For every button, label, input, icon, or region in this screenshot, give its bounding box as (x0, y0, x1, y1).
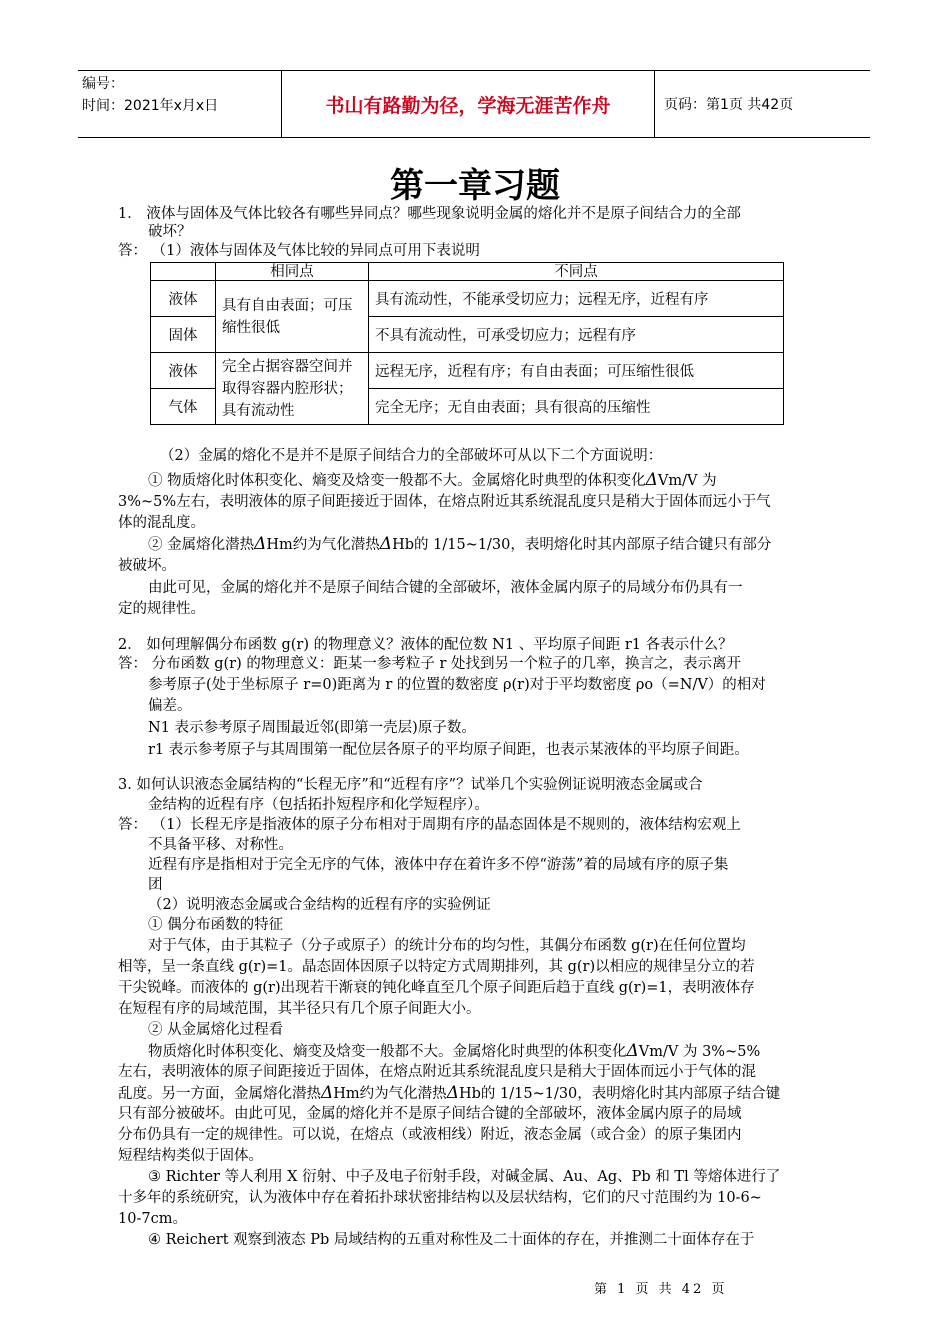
q1-question-line2: 破坏？ (148, 224, 192, 240)
page-footer: 第 1 页 共 42 页 (594, 1282, 728, 1297)
q1-point1-line1: ① 物质熔化时体积变化、熵变及焓变一般都不大。金属熔化时典型的体积变化ΔVm/V 为 (148, 470, 717, 490)
table-head-diff: 不同点 (369, 263, 784, 281)
page-title: 第一章习题 (390, 166, 560, 206)
q2-answer-line3: 偏差。 (148, 698, 192, 714)
q3-answer-line6: ① 偶分布函数的特征 (148, 917, 284, 933)
q3-answer-line5: （2）说明液态金属或合金结构的近程有序的实验例证 (148, 897, 491, 913)
q3-answer-line13: 左右，表明液体的原子间距接近于固体，在熔点附近其系统混乱度只是稍大于固体而远小于气体的混 (118, 1064, 756, 1080)
q1-answer-intro: 答： （1）液体与固体及气体比较的异同点可用下表说明 (118, 243, 480, 259)
q1-question-line1: 1． 液体与固体及气体比较各有哪些异同点？哪些现象说明金属的熔化并不是原子间结合力的全部 (118, 206, 741, 222)
comparison-table (150, 262, 784, 425)
q3-question-line1: 3. 如何认识液态金属结构的“长程无序”和“近程有序”？试举几个实验例证说明液态金属或合 (118, 777, 703, 793)
q3-answer-line14: 乱度。另一方面，金属熔化潜热ΔHm约为气化潜热ΔHb的 1/15~1/30，表明熔化时其内部原子结合键 (118, 1083, 781, 1103)
header-page-info: 页码：第1页 共42页 (664, 97, 794, 113)
header-motto: 书山有路勤为径，学海无涯苦作舟 (282, 71, 655, 137)
q3-answer-line2: 不具备平移、对称性。 (148, 837, 293, 853)
q3-answer-line21: ④ Reichert 观察到液态 Pb 局域结构的五重对称性及二十面体的存在，并推测二十面体存在于 (148, 1232, 755, 1248)
number-label: 编号： (82, 76, 124, 92)
q1-point1-line2: 3%~5%左右，表明液体的原子间距接近于固体，在熔点附近其系统混乱度只是稍大于固体而远小于气 (118, 494, 771, 510)
time-label: 时间：2021年x月x日 (82, 98, 219, 114)
table-row4-diff: 完全无序；无自由表面；具有很高的压缩性 (369, 389, 784, 425)
q1-conclusion-line1: 由此可见，金属的熔化并不是原子间结合键的全部破坏，液体金属内原子的局域分布仍具有一 (148, 580, 743, 596)
q3-answer-line20: 10-7cm。 (118, 1211, 187, 1227)
q1-point1-line3: 体的混乱度。 (118, 515, 205, 531)
q3-answer-line10: 在短程有序的局域范围，其半径只有几个原子间距大小。 (118, 1001, 481, 1017)
q2-answer-line2: 参考原子(处于坐标原子 r=0)距离为 r 的位置的数密度 ρ(r)对于平均数密度 ρo（=N/V）的相对 (148, 677, 766, 693)
table-same-liquid-solid: 具有自由表面；可压缩性很低 (216, 281, 369, 353)
q3-answer-line12: 物质熔化时体积变化、熵变及焓变一般都不大。金属熔化时典型的体积变化ΔVm/V 为 3%~5% (148, 1041, 761, 1061)
q1-conclusion-line2: 定的规律性。 (118, 601, 205, 617)
delta-symbol: Δ (645, 470, 658, 490)
q3-answer-line17: 短程结构类似于固体。 (118, 1148, 263, 1164)
q3-answer-line9: 干尖锐峰。而液体的 g(r)出现若干渐衰的钝化峰直至几个原子间距后趋于直线 g(r)=1，表明液体存 (118, 980, 755, 996)
table-row2-label: 固体 (151, 317, 216, 353)
q2-question: 2． 如何理解偶分布函数 g(r) 的物理意义？液体的配位数 N1 、平均原子间距 r1 各表示什么？ (118, 637, 733, 653)
q3-answer-line8: 相等，呈一条直线 g(r)=1。晶态固体因原子以特定方式周期排列，其 g(r)以相应的规律呈分立的若 (118, 959, 755, 975)
header-meta (78, 71, 282, 137)
q3-answer-line4: 团 (148, 877, 163, 893)
page-header (78, 70, 870, 138)
q3-answer-line18: ③ Richter 等人利用 X 衍射、中子及电子衍射手段，对碱金属、Au、Ag、Pb 和 Tl 等熔体进行了 (148, 1169, 781, 1185)
q2-answer-line1: 答： 分布函数 g(r) 的物理意义：距某一参考粒子 r 处找到另一个粒子的几率，换言之，表示离开 (118, 656, 742, 672)
q3-answer-line3: 近程有序是指相对于完全无序的气体，液体中存在着许多不停“游荡”着的局域有序的原子集 (148, 857, 729, 873)
q3-question-line2: 金结构的近程有序（包括拓扑短程序和化学短程序）。 (148, 797, 489, 813)
q2-answer-line5: r1 表示参考原子与其周围第一配位层各原子的平均原子间距，也表示某液体的平均原子间距。 (148, 742, 749, 758)
q1-point2-line2: 被破坏。 (118, 558, 176, 574)
q3-answer-line11: ② 从金属熔化过程看 (148, 1022, 284, 1038)
q3-answer-line7: 对于气体，由于其粒子（分子或原子）的统计分布的均匀性，其偶分布函数 g(r)在任何位置均 (148, 938, 746, 954)
table-row1-diff: 具有流动性，不能承受切应力；远程无序，近程有序 (369, 281, 784, 317)
q1-point2-line1: ② 金属熔化潜热ΔHm约为气化潜热ΔHb的 1/15~1/30，表明熔化时其内部原子结合键只有部分 (148, 534, 772, 554)
q1-part2: （2）金属的熔化不是并不是原子间结合力的全部破坏可从以下二个方面说明： (160, 448, 663, 464)
q3-answer-line16: 分布仍具有一定的规律性。可以说，在熔点（或液相线）附近，液态金属（或合金）的原子集团内 (118, 1127, 742, 1143)
q3-answer-line19: 十多年的系统研究，认为液体中存在着拓扑球状密排结构以及层状结构，它们的尺寸范围约为 10-6~ (118, 1190, 762, 1206)
table-row4-label: 气体 (151, 389, 216, 425)
q2-answer-line4: N1 表示参考原子周围最近邻(即第一壳层)原子数。 (148, 720, 476, 736)
table-head-same: 相同点 (216, 263, 369, 281)
table-row1-label: 液体 (151, 281, 216, 317)
table-row3-label: 液体 (151, 353, 216, 389)
q3-answer-line15: 只有部分被破坏。由此可见，金属的熔化并不是原子间结合键的全部破坏，液体金属内原子的局域 (118, 1106, 742, 1122)
table-row2-diff: 不具有流动性，可承受切应力；远程有序 (369, 317, 784, 353)
table-row3-diff: 远程无序，近程有序；有自由表面；可压缩性很低 (369, 353, 784, 389)
table-same-liquid-gas: 完全占据容器空间并取得容器内腔形状；具有流动性 (216, 353, 369, 425)
q3-answer-line1: 答： （1）长程无序是指液体的原子分布相对于周期有序的晶态固体是不规则的，液体结构宏观上 (118, 817, 741, 833)
